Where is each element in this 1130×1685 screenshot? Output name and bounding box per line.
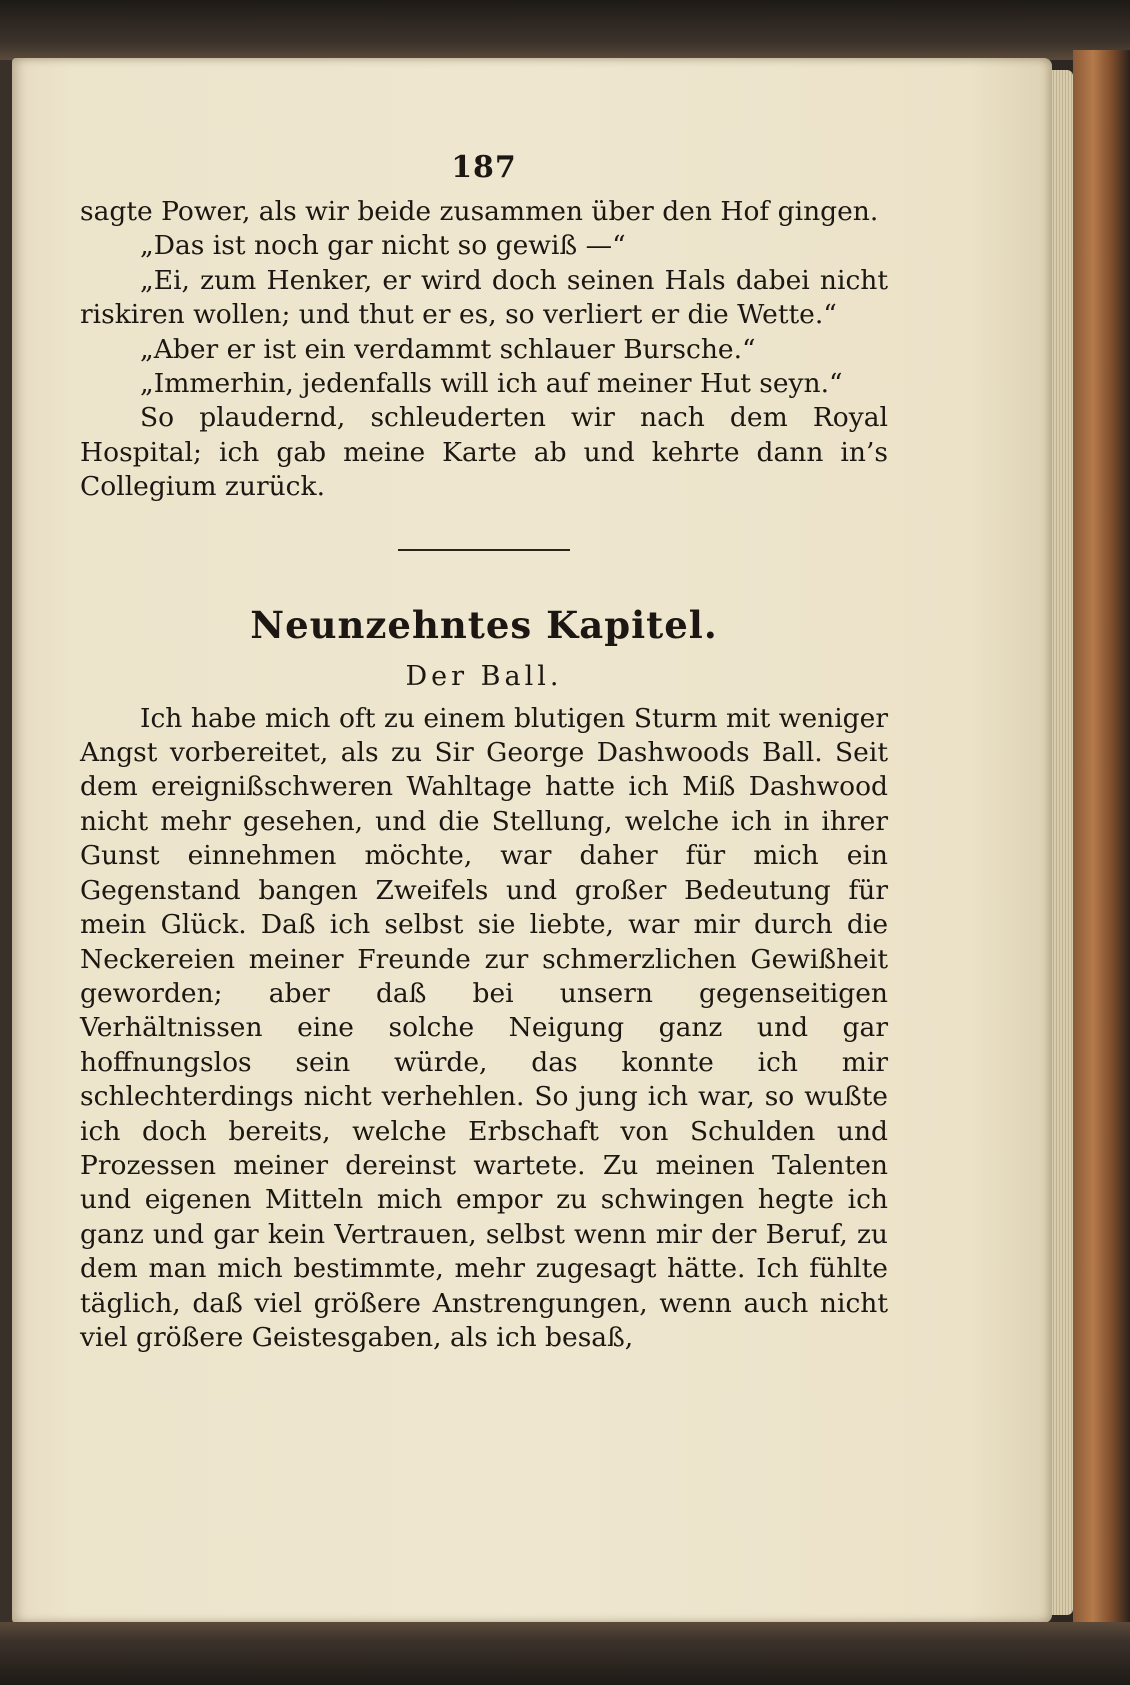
book-cover-top <box>0 0 1130 60</box>
paragraph: „Das ist noch gar nicht so gewiß —“ <box>140 230 626 262</box>
book-cover-spine <box>1073 50 1130 1630</box>
chapter-title: Neunzehntes Kapitel. <box>250 602 718 647</box>
page-number: 187 <box>451 150 517 185</box>
paragraph: sagte Power, als wir beide zusammen über den Hof gingen. <box>80 196 879 227</box>
paragraph: „Ei, zum Henker, er wird doch seinen Hals dabei nicht riskiren wollen; und thut er es, so verliert er die Wette.“ <box>80 264 888 331</box>
paragraph: So plaudernd, schleuderten wir nach dem Royal Hospital; ich gab meine Karte ab und kehrte dann in’s Collegium zurück. <box>80 402 888 503</box>
paragraph: „Immerhin, jedenfalls will ich auf meiner Hut seyn.“ <box>140 368 843 400</box>
paragraph: „Aber er ist ein verdammt schlauer Bursche.“ <box>140 333 756 365</box>
section-divider <box>398 549 570 551</box>
chapter-subtitle: Der Ball. <box>405 660 563 692</box>
book-cover-bottom <box>0 1622 1130 1685</box>
page-content <box>80 150 888 1355</box>
chapter-body-paragraph: Ich habe mich oft zu einem blutigen Sturm mit weniger Angst vorbereitet, als zu Sir George Dashwoods Ball. Seit dem ereignißschweren Wahltage hatte ich Miß Dashwood nicht mehr gesehen, und die Stellung, welche ich in ihrer Gunst einnehmen möchte, war daher für mich ein Gegenstand bangen Zweifels und großer Bedeutung für mein Glück. Daß ich selbst sie liebte, war mir durch die Neckereien meiner Freunde zur schmerzlichen Gewißheit geworden; aber daß bei unsern gegenseitigen Verhältnissen eine solche Neigung ganz und gar hoffnungslos sein würde, das konnte ich mir schlechterdings nicht verhehlen. So jung ich war, so wußte ich doch bereits, welche Erbschaft von Schulden und Prozessen meiner dereinst wartete. Zu meinen Talenten und eigenen Mitteln mich empor zu schwingen hegte ich ganz und gar kein Vertrauen, selbst wenn mir der Beruf, zu dem man mich bestimmte, mehr zugesagt hätte. Ich fühlte täglich, daß viel größere Anstrengungen, wenn auch nicht viel größere Geistesgaben, als ich besaß, <box>80 702 888 1353</box>
